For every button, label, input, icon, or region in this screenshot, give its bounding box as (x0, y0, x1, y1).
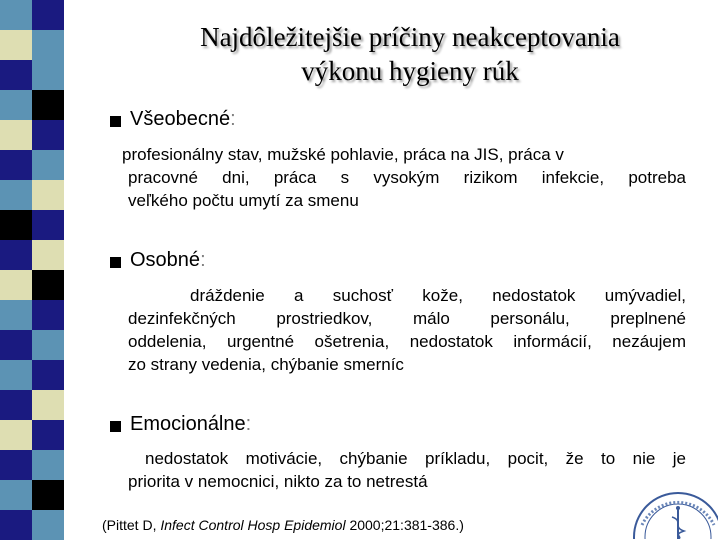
decorative-left-stripe (0, 0, 64, 540)
section-text-line: oddelenia, urgentné ošetrenia, nedostatok informácií, nezáujem (128, 332, 686, 351)
section-text-line: veľkého počtu umytí za smenu (128, 191, 359, 210)
section-text-line: zo strany vedenia, chýbanie smerníc (128, 355, 404, 374)
section-text-line: priorita v nemocnici, nikto za to netrestá (128, 472, 428, 491)
slide-title (100, 20, 720, 88)
section-heading-vseobecne: Všeobecné: (130, 108, 236, 130)
hospital-seal-logo (628, 487, 718, 539)
section-heading-osobne: Osobné: (130, 249, 206, 271)
square-bullet-icon (110, 257, 121, 268)
section-text-line: dráždenie a suchosť kože, nedostatok umývadiel, (190, 286, 686, 305)
section-text-line: dezinfekčných prostriedkov, málo personálu, preplnené (128, 309, 686, 328)
square-bullet-icon (110, 116, 121, 127)
section-heading-emocionalne: Emocionálne: (130, 413, 252, 435)
title-line-2: výkonu hygieny rúk (301, 56, 519, 86)
title-line-1: Najdôležitejšie príčiny neakceptovania (200, 22, 620, 52)
citation-journal: Infect Control Hosp Epidemiol (160, 517, 346, 533)
section-text-line: profesionálny stav, mužské pohlavie, práca na JIS, práca v (122, 145, 564, 164)
section-text-line: nedostatok motivácie, chýbanie príkladu, pocit, že to nie je (145, 449, 686, 468)
square-bullet-icon (110, 421, 121, 432)
citation: (Pittet D, Infect Control Hosp Epidemiol 2000;21:381-386.) (102, 517, 464, 533)
section-text-line: pracovné dni, práca s vysokým rizikom infekcie, potreba (128, 168, 686, 187)
